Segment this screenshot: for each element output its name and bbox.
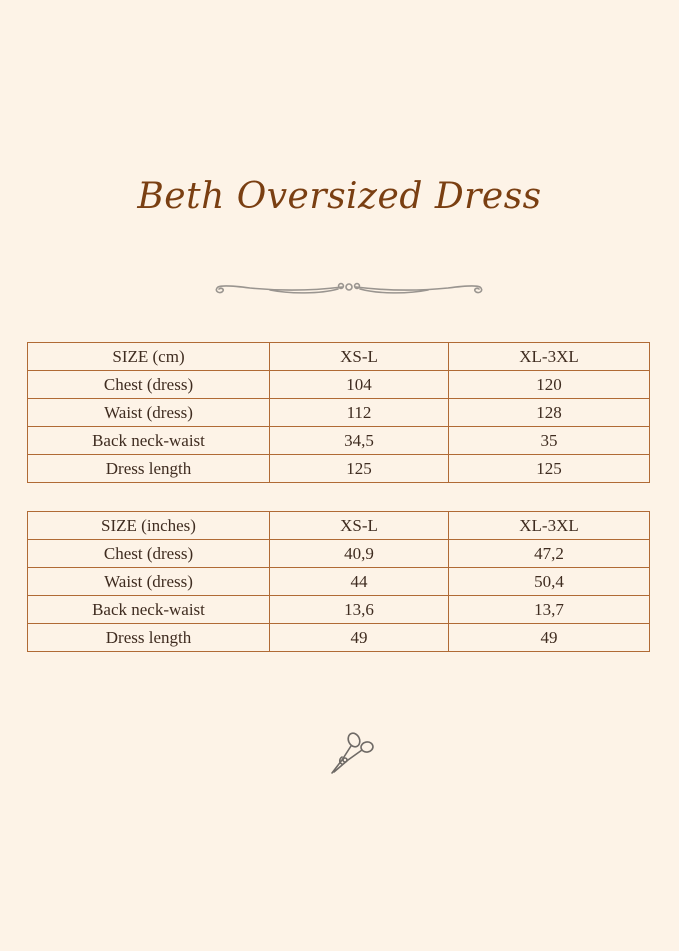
table-cell: 13,7	[449, 596, 650, 624]
table-cell: 49	[449, 624, 650, 652]
table-cell: 47,2	[449, 540, 650, 568]
table-cell: 112	[270, 399, 449, 427]
page-title: Beth Oversized Dress	[137, 176, 542, 217]
table-cell: 49	[270, 624, 449, 652]
table-header-row	[28, 343, 650, 371]
table-row	[28, 455, 650, 483]
table-header-row	[28, 512, 650, 540]
row-label: Chest (dress)	[28, 371, 270, 399]
header-cell: XS-L	[270, 343, 449, 371]
table-cell: 34,5	[270, 427, 449, 455]
header-cell: XS-L	[270, 512, 449, 540]
table-cell: 104	[270, 371, 449, 399]
row-label: Chest (dress)	[28, 540, 270, 568]
scissors-icon	[328, 730, 378, 776]
table-cell: 50,4	[449, 568, 650, 596]
table-cell: 128	[449, 399, 650, 427]
table-row	[28, 540, 650, 568]
row-label: Back neck-waist	[28, 427, 270, 455]
table-cell: 35	[449, 427, 650, 455]
size-table-cm	[27, 342, 650, 483]
table-row	[28, 399, 650, 427]
ornamental-divider-icon	[210, 272, 488, 302]
header-cell: XL-3XL	[449, 343, 650, 371]
header-cell: SIZE (inches)	[28, 512, 270, 540]
size-table-inches	[27, 511, 650, 652]
row-label: Dress length	[28, 455, 270, 483]
row-label: Waist (dress)	[28, 568, 270, 596]
table-row	[28, 596, 650, 624]
table-cell: 120	[449, 371, 650, 399]
header-cell: XL-3XL	[449, 512, 650, 540]
table-row	[28, 624, 650, 652]
table-cell: 125	[270, 455, 449, 483]
row-label: Back neck-waist	[28, 596, 270, 624]
header-cell: SIZE (cm)	[28, 343, 270, 371]
table-cell: 13,6	[270, 596, 449, 624]
table-row	[28, 371, 650, 399]
table-cell: 125	[449, 455, 650, 483]
row-label: Waist (dress)	[28, 399, 270, 427]
table-row	[28, 427, 650, 455]
table-cell: 44	[270, 568, 449, 596]
table-cell: 40,9	[270, 540, 449, 568]
table-row	[28, 568, 650, 596]
row-label: Dress length	[28, 624, 270, 652]
